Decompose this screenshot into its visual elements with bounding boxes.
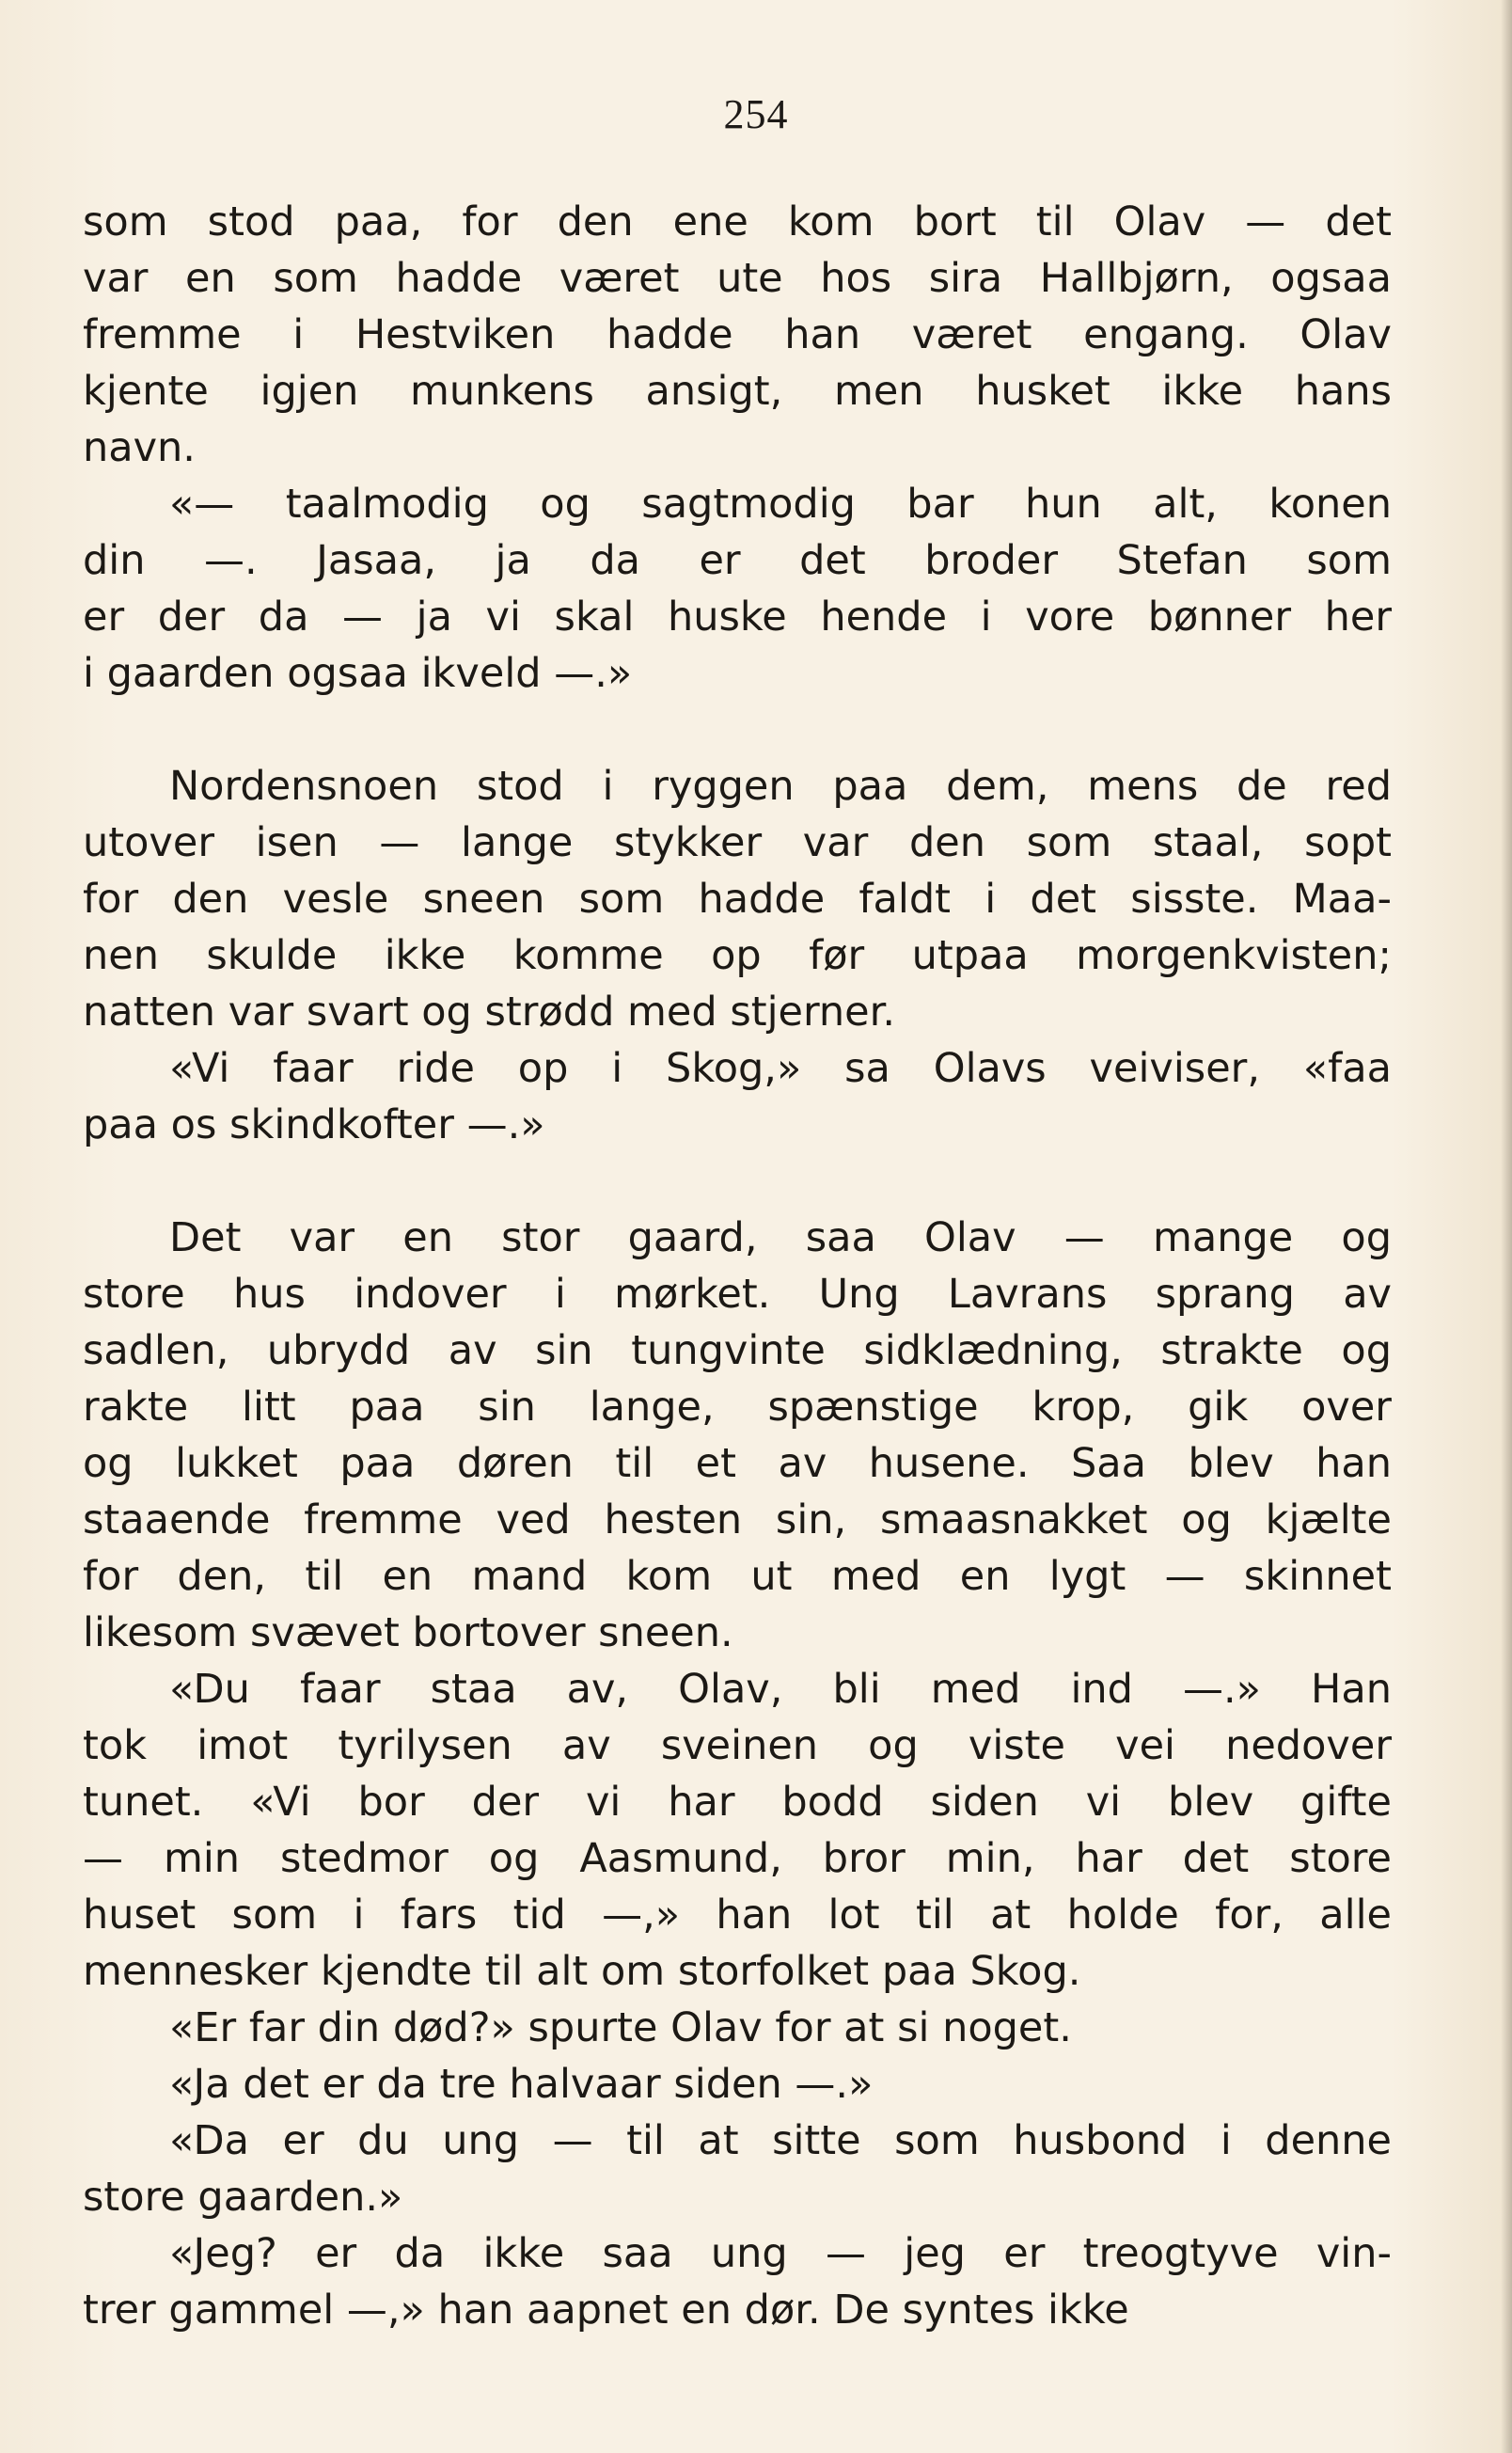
- text-line: kjente igjen munkens ansigt, men husket ikke hans: [83, 368, 1392, 415]
- text-line: likesom svævet bortover sneen.: [83, 1609, 733, 1656]
- paragraph: [83, 758, 1392, 1040]
- text-line: Det var en stor gaard, saa Olav — mange og: [169, 1214, 1392, 1261]
- text-line: mennesker kjendte til alt om storfolket paa Skog.: [83, 1948, 1081, 1995]
- text-line: Nordensnoen stod i ryggen paa dem, mens de red: [169, 763, 1392, 810]
- text-line: sadlen, ubrydd av sin tungvinte sidklædning, strakte og: [83, 1327, 1392, 1374]
- text-line: var en som hadde været ute hos sira Hallbjørn, ogsaa: [83, 255, 1392, 302]
- text-line: «Da er du ung — til at sitte som husbond i denne: [169, 2117, 1392, 2164]
- text-line: store gaarden.»: [83, 2174, 403, 2221]
- page-edge-shadow: [1501, 0, 1512, 2453]
- text-line: «— taalmodig og sagtmodig bar hun alt, konen: [169, 481, 1392, 528]
- paragraph-gap: [83, 1153, 1392, 1210]
- text-line: paa os skindkofter —.»: [83, 1101, 545, 1148]
- paragraph: [83, 2225, 1392, 2338]
- text-line: for den vesle sneen som hadde faldt i det sisste. Maa-: [83, 876, 1392, 923]
- text-line: fremme i Hestviken hadde han været engang. Olav: [83, 311, 1392, 358]
- text-line: huset som i fars tid —,» han lot til at holde for, alle: [83, 1891, 1392, 1939]
- paragraph: [83, 194, 1392, 476]
- page-number: 254: [723, 91, 789, 137]
- paragraph: [83, 1661, 1392, 2000]
- text-line: tok imot tyrilysen av sveinen og viste vei nedover: [83, 1722, 1392, 1769]
- text-line: tunet. «Vi bor der vi har bodd siden vi blev gifte: [83, 1779, 1392, 1826]
- text-line: «Jeg? er da ikke saa ung — jeg er treogtyve vin-: [169, 2230, 1392, 2277]
- text-line: trer gammel —,» han aapnet en dør. De syntes ikke: [83, 2287, 1129, 2334]
- text-line: din —. Jasaa, ja da er det broder Stefan som: [83, 537, 1392, 584]
- paragraph: [83, 2113, 1392, 2225]
- paragraph: [83, 2000, 1392, 2056]
- text-line: natten var svart og strødd med stjerner.: [83, 989, 896, 1036]
- paragraph: [83, 1040, 1392, 1153]
- paragraph: [83, 1210, 1392, 1661]
- paragraph: [83, 2056, 1392, 2113]
- text-line: som stod paa, for den ene kom bort til Olav — det: [83, 198, 1392, 245]
- text-line: «Er far din død?» spurte Olav for at si noget.: [169, 2004, 1072, 2051]
- text-line: og lukket paa døren til et av husene. Saa blev han: [83, 1440, 1392, 1487]
- text-line: store hus indover i mørket. Ung Lavrans sprang av: [83, 1271, 1392, 1318]
- text-line: — min stedmor og Aasmund, bror min, har det store: [83, 1835, 1392, 1882]
- text-line: i gaarden ogsaa ikveld —.»: [83, 650, 633, 697]
- paragraph: [83, 476, 1392, 702]
- body-text: [83, 194, 1392, 2338]
- text-line: navn.: [83, 424, 196, 471]
- text-line: nen skulde ikke komme op før utpaa morgenkvisten;: [83, 932, 1392, 979]
- text-line: staaende fremme ved hesten sin, smaasnakket og kjælte: [83, 1496, 1392, 1543]
- text-line: «Vi faar ride op i Skog,» sa Olavs veiviser, «faa: [169, 1045, 1392, 1092]
- text-line: er der da — ja vi skal huske hende i vore bønner her: [83, 593, 1392, 641]
- text-line: «Du faar staa av, Olav, bli med ind —.» Han: [169, 1666, 1392, 1713]
- text-line: utover isen — lange stykker var den som staal, sopt: [83, 819, 1392, 866]
- text-line: rakte litt paa sin lange, spænstige krop, gik over: [83, 1384, 1392, 1431]
- text-line: for den, til en mand kom ut med en lygt — skinnet: [83, 1553, 1392, 1600]
- paragraph-gap: [83, 702, 1392, 758]
- text-line: «Ja det er da tre halvaar siden —.»: [169, 2061, 874, 2108]
